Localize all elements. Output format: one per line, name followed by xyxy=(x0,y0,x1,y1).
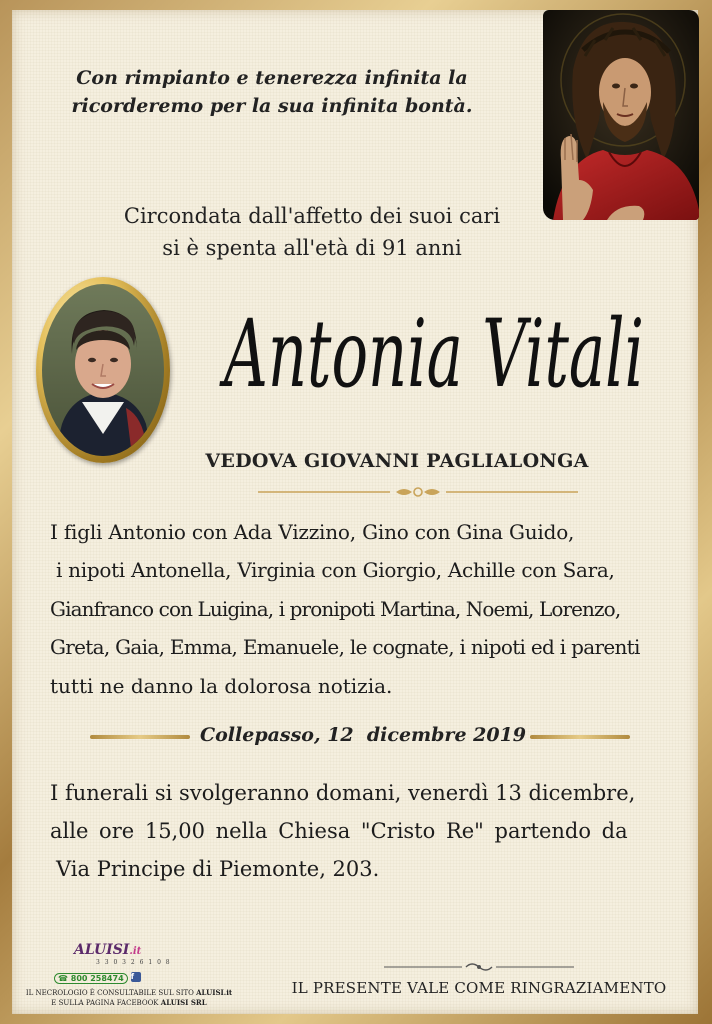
agency-phone-tollfree: ☎ 800 258474 xyxy=(54,973,128,984)
funeral-details xyxy=(50,774,690,888)
agency-facebook-link[interactable]: ALUISI SRL xyxy=(160,998,207,1007)
agency-logo-text: ALUISI xyxy=(74,942,130,958)
notice-paper xyxy=(12,10,698,1014)
christ-painting-icon xyxy=(543,10,699,220)
announcement-line: Greta, Gaia, Emma, Emanuele, le cognate, i nipoti ed i parenti xyxy=(50,635,640,660)
closing-ornament-icon xyxy=(384,960,574,974)
agency-logo[interactable] xyxy=(74,942,234,958)
date-place: Collepasso, 12 dicembre 2019 xyxy=(200,724,527,746)
deceased-name-text: Antonia Vitali xyxy=(218,300,645,409)
intro-text xyxy=(102,200,522,264)
funeral-line: Via Principe di Piemonte, 203. xyxy=(56,857,380,881)
gold-rule-right xyxy=(530,735,630,739)
facebook-icon[interactable]: f xyxy=(131,972,141,982)
agency-note-line1: IL NECROLOGIO È CONSULTABILE SUL SITO xyxy=(25,989,197,997)
funeral-line: alle ore 15,00 nella Chiesa "Cristo Re" partendo da xyxy=(50,819,628,843)
quote-line-2: ricorderemo per la sua infinita bontà. xyxy=(71,95,473,117)
agency-phone-mobile: 3 3 0 3 2 6 1 0 8 xyxy=(96,959,172,966)
intro-line-1: Circondata dall'affetto dei suoi cari xyxy=(123,204,501,228)
widow-subtitle: VEDOVA GIOVANNI PAGLIALONGA xyxy=(205,450,589,472)
agency-logo-suffix: .it xyxy=(129,946,142,957)
agency-note xyxy=(24,988,234,1008)
closing-thanks: IL PRESENTE VALE COME RINGRAZIAMENTO xyxy=(291,979,667,997)
announcement-line: i nipoti Antonella, Virginia con Giorgio, Achille con Sara, xyxy=(56,558,615,583)
agency-site-link[interactable]: ALUISI.it xyxy=(196,988,233,997)
announcement-line: Gianfranco con Luigina, i pronipoti Martina, Noemi, Lorenzo, xyxy=(50,596,621,621)
announcement-line: tutti ne danno la dolorosa notizia. xyxy=(50,673,393,698)
quote-line-1: Con rimpianto e tenerezza infinita la xyxy=(76,67,468,89)
family-announcement xyxy=(50,513,690,705)
announcement-line: I figli Antonio con Ada Vizzino, Gino con Gina Guido, xyxy=(50,520,575,544)
date-place-row xyxy=(90,722,630,752)
agency-branding xyxy=(24,942,234,1022)
portrait-photo-icon xyxy=(42,284,164,456)
gold-rule-left xyxy=(90,735,190,739)
ornament-divider-icon xyxy=(258,484,578,500)
intro-line-2: si è spenta all'età di 91 anni xyxy=(162,236,462,260)
agency-phone-tollfree-number: 800 258474 xyxy=(70,974,124,983)
memorial-quote xyxy=(52,64,492,120)
religious-image xyxy=(543,10,699,220)
agency-note-line2: E SULLA PAGINA FACEBOOK xyxy=(51,999,161,1007)
deceased-name xyxy=(184,258,684,428)
funeral-line: I funerali si svolgeranno domani, venerdì 13 dicembre, xyxy=(50,781,636,805)
deceased-portrait xyxy=(42,284,164,456)
